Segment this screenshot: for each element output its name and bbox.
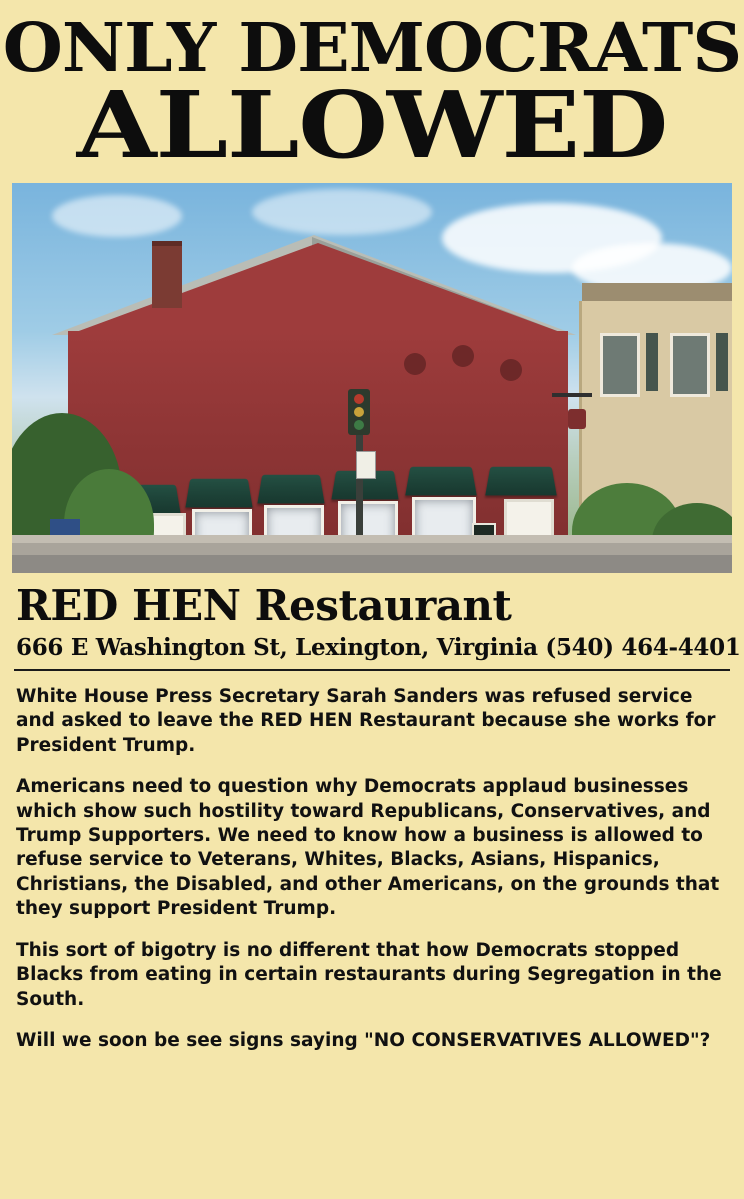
round-vent [500, 359, 522, 381]
curb [12, 535, 732, 543]
chimney-shape [152, 241, 182, 308]
neighbor-window [670, 333, 710, 397]
awning [185, 479, 252, 508]
paragraph: Will we soon be see signs saying "NO CONSERVATIVES ALLOWED"? [16, 1029, 711, 1051]
traffic-light-icon [348, 389, 370, 435]
paragraph: This sort of bigotry is no different that how Democrats stopped Blacks from eating in certain restaurants during Segregation in the South. [16, 939, 722, 1010]
round-vent [404, 353, 426, 375]
headline-line-1: ONLY DEMOCRATS [2, 8, 742, 87]
awning [405, 467, 477, 496]
neighbor-shutter [716, 333, 728, 391]
restaurant-photo [12, 183, 732, 573]
headline-line-2: ALLOWED [76, 70, 668, 179]
hanging-sign-bracket [552, 393, 592, 397]
cloud-shape [252, 189, 432, 235]
neighbor-window [600, 333, 640, 397]
traffic-light-green [354, 420, 364, 430]
awning [257, 475, 324, 504]
neighbor-shutter [646, 333, 658, 391]
divider [14, 669, 730, 671]
paragraph: Americans need to question why Democrats applaud businesses which show such hostility toward Republicans, Conservatives, and Trump Supporters. We need to know how a business is allowed to refuse service to Veterans, Whites, Blacks, Asians, Hispanics, Christians, the Disabled, and other Americans, on the grounds that they support President Trump. [16, 776, 720, 920]
traffic-light-yellow [354, 407, 364, 417]
body-copy [16, 685, 728, 1053]
restaurant-name: RED HEN Restaurant [16, 581, 512, 631]
awning [485, 467, 557, 496]
cloud-shape [52, 195, 182, 237]
road [12, 555, 732, 573]
hanging-sign [568, 409, 586, 429]
paragraph: White House Press Secretary Sarah Sanders was refused service and asked to leave the RED HEN Restaurant because she works for President Trump. [16, 686, 716, 756]
street-placard [356, 451, 376, 479]
restaurant-address: 666 E Washington St, Lexington, Virginia (540) 464-4401 [16, 634, 741, 662]
gable-shape [68, 243, 568, 335]
round-vent [452, 345, 474, 367]
traffic-light-red [354, 394, 364, 404]
